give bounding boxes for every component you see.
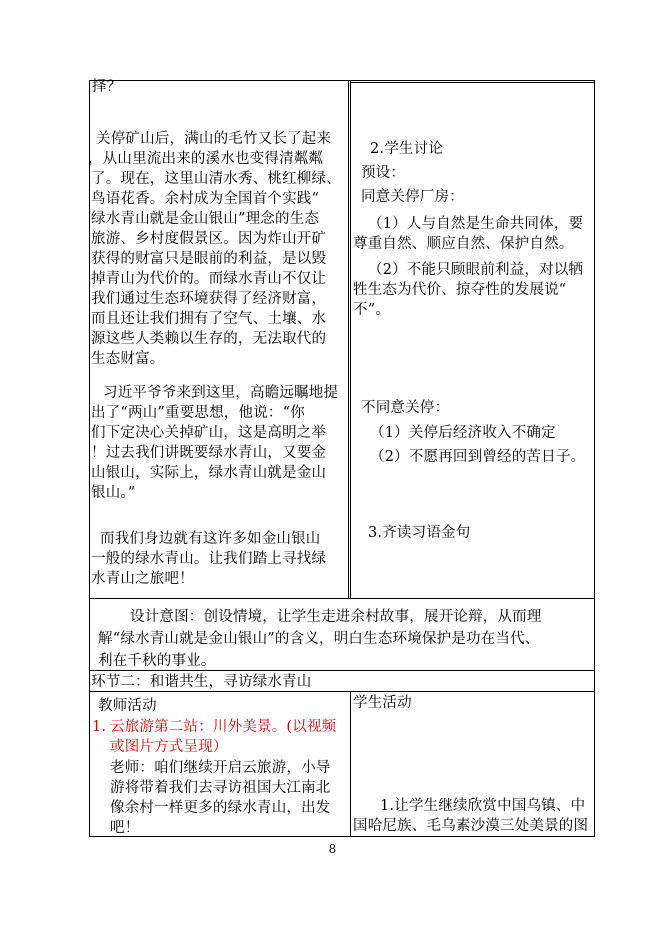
disagree-heading: 不同意关停：: [361, 400, 450, 416]
text-line: 老师：咱们继续开启云旅游，小导: [110, 760, 331, 776]
text-line: 我们通过生态环境获得了经济财富，: [91, 291, 327, 307]
preset-label: 预设：: [361, 165, 406, 181]
text-line: 习近平爷爷来到这里，高瞻远瞩地提: [103, 385, 339, 401]
text-line: 游将带着我们去寻访祖国大江南北: [110, 780, 331, 796]
text-line: 出了“两山”重要思想，他说：“你: [91, 405, 305, 421]
table-border-left: [89, 80, 90, 837]
text-line: 国哈尼族、毛乌素沙漠三处美景的图: [353, 818, 589, 834]
text-line: ！过去我们讲既要绿水青山，又要金: [91, 445, 327, 461]
text-line: 关停矿山后，满山的毛竹又长了起来: [96, 131, 332, 147]
text-line: 尊重自然、顺应自然、保护自然。: [353, 236, 574, 252]
text-line: 获得的财富只是眼前的利益，是以毁: [91, 251, 327, 267]
text-line: 利在千秋的事业。: [98, 653, 216, 669]
teacher-item-title-line: 云旅游第二站：川外美景。(以视频: [110, 719, 337, 735]
text-line: 吧！: [110, 820, 140, 836]
text-line: 牲生态为代价、掠夺性的发展说“: [353, 282, 567, 298]
text-line: 解“绿水青山就是金山银山”的含义，明白生态环境保护是功在当代、: [98, 631, 540, 647]
table-column-divider-b: [350, 80, 351, 599]
page-number: 8: [328, 842, 337, 856]
text-line: 掉青山为代价的。而绿水青山不仅让: [91, 271, 327, 287]
text-line: ，从山里流出来的溪水也变得清粼粼: [88, 151, 324, 167]
table-divider-section: [89, 670, 595, 671]
text-line: 旅游、乡村度假景区。因为炸山开矿: [91, 231, 327, 247]
text-line: 银山。”: [91, 485, 136, 501]
text-line: 设计意图：创设情境，让学生走进余村故事，展开论辩，从而理: [130, 609, 542, 625]
read-quote-item: 3.齐读习语金句: [368, 525, 471, 541]
table-border-top: [89, 80, 595, 81]
table-column-divider-lower: [350, 691, 351, 837]
text-line: 不”。: [353, 302, 391, 318]
teacher-item-title-line: 或图片方式呈现）: [110, 739, 228, 755]
text-line: 水青山之旅吧！: [91, 571, 194, 587]
agree-heading: 同意关停厂房：: [361, 189, 464, 205]
text-line: 而我们身边就有这许多如金山银山: [100, 531, 321, 547]
table-divider-design: [89, 598, 595, 599]
text-line: 生态财富。: [91, 351, 165, 367]
table-border-right: [594, 80, 595, 837]
section-title: 环节二：和谐共生，寻访绿水青山: [91, 674, 312, 690]
teacher-activity-header: 教师活动: [98, 698, 157, 714]
text-line: 源这些人类赖以生存的，无法取代的: [91, 331, 327, 347]
text-line: 们下定决心关掉矿山，这是高明之举: [91, 425, 327, 441]
text-line: （1）人与自然是生命共同体，要: [368, 216, 584, 232]
text-line: 山银山，实际上，绿水青山就是金山: [91, 465, 327, 481]
text-line: 1.让学生继续欣赏中国乌镇、中: [380, 798, 586, 814]
text-line: 鸟语花香。余村成为全国首个实践“: [91, 191, 320, 207]
table-column-divider-a: [348, 80, 349, 599]
student-activity-header: 学生活动: [353, 695, 412, 711]
table-divider-inner-top: [350, 82, 595, 83]
text-line: 像余村一样更多的绿水青山，出发: [110, 800, 331, 816]
table-border-bottom: [89, 836, 595, 837]
text-line: 一般的绿水青山。让我们踏上寻找绿: [91, 551, 327, 567]
text-line: （2）不能只顾眼前利益，对以牺: [368, 262, 584, 278]
text-line: 了。现在，这里山清水秀、桃红柳绿、: [91, 171, 341, 187]
left-top-fragment: 择？: [92, 79, 122, 95]
table-divider-activity: [89, 691, 595, 692]
text-line: 而且还让我们拥有了空气、土壤、水: [91, 311, 327, 327]
text-line: 绿水青山就是金山银山”理念的生态: [91, 211, 320, 227]
text-line: （2）不愿再回到曾经的苦日子。: [370, 449, 586, 465]
text-line: （1）关停后经济收入不确定: [370, 425, 556, 441]
discussion-heading: 2.学生讨论: [370, 141, 444, 157]
teacher-item-number: 1.: [92, 719, 107, 735]
